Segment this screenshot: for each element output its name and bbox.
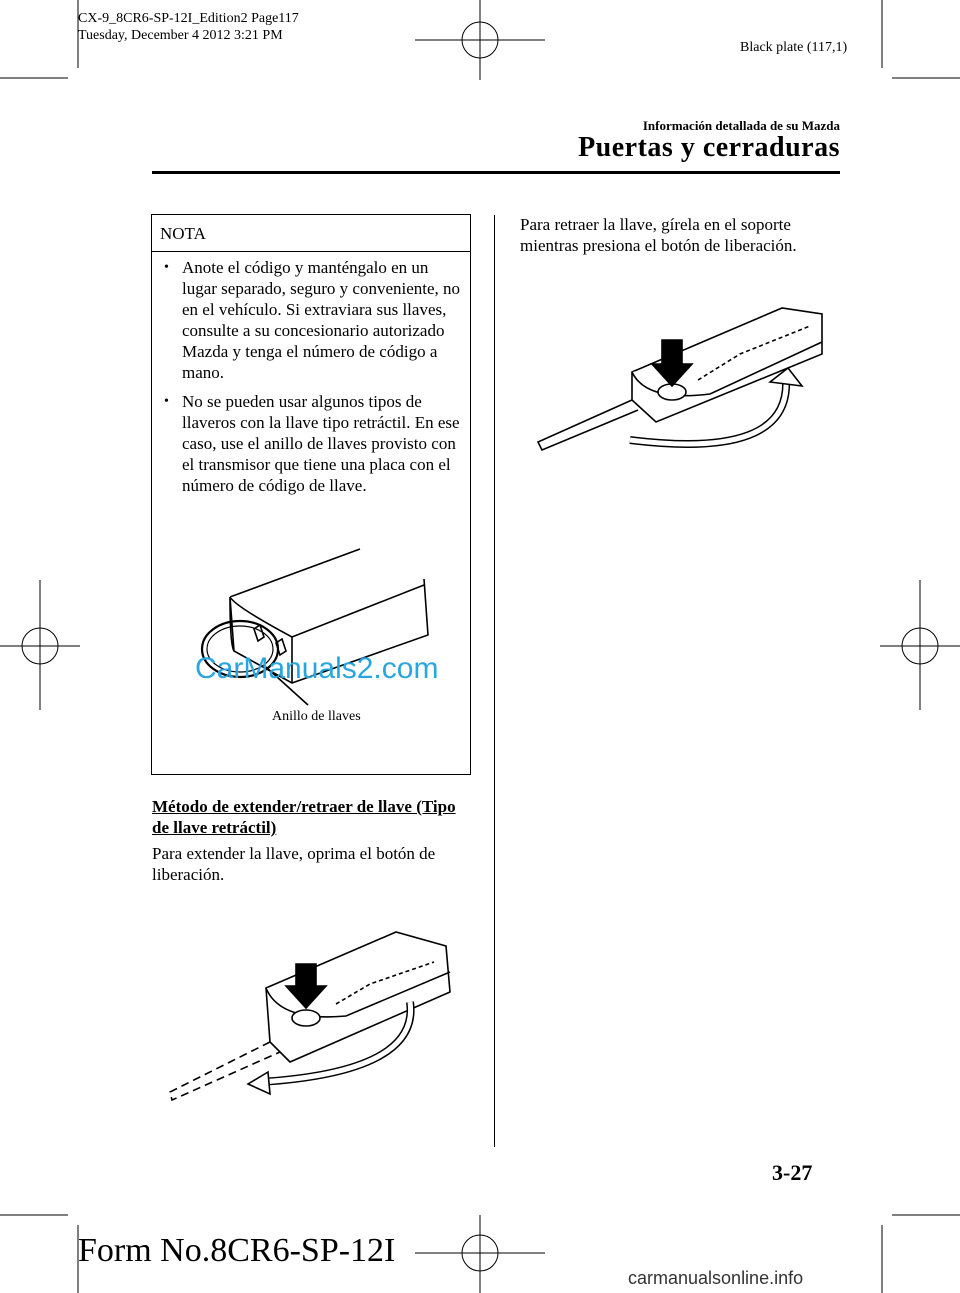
watermark: CarManuals2.com bbox=[195, 652, 439, 685]
form-number: Form No.8CR6-SP-12I bbox=[78, 1232, 396, 1269]
key-ring-label: Anillo de llaves bbox=[272, 709, 361, 724]
key-retract-illustration bbox=[520, 290, 840, 470]
header-rule bbox=[152, 171, 840, 174]
slug-line-2: Tuesday, December 4 2012 3:21 PM bbox=[78, 28, 283, 43]
key-extend-illustration bbox=[160, 922, 480, 1122]
note-bullet: • Anote el código y manténgalo en un lugar separado, seguro y conveniente, no en el vehículo. Si extraviara sus llaves, consulte a su concesionario autorizado Mazda y tenga el número de código a mano. bbox=[160, 257, 466, 383]
footer-site: carmanualsonline.info bbox=[628, 1268, 804, 1288]
key-ring-illustration bbox=[200, 545, 430, 715]
retract-instruction: Para retraer la llave, gírela en el soporte mientras presiona el botón de liberación. bbox=[520, 215, 797, 255]
note-bullet-list bbox=[160, 257, 466, 504]
method-heading: Método de extender/retraer de llave (Tipo de llave retráctil) bbox=[152, 797, 456, 837]
page-number: 3-27 bbox=[772, 1160, 813, 1185]
column-divider bbox=[494, 215, 495, 1147]
section-title: Puertas y cerraduras bbox=[578, 132, 840, 163]
slug-line-1: CX-9_8CR6-SP-12I_Edition2 Page117 bbox=[78, 11, 299, 26]
section-subtitle: Información detallada de su Mazda bbox=[642, 118, 840, 133]
note-heading: NOTA bbox=[160, 224, 206, 243]
extend-instruction: Para extender la llave, oprima el botón de liberación. bbox=[152, 844, 436, 884]
print-slug bbox=[78, 10, 299, 44]
plate-label: Black plate (117,1) bbox=[740, 40, 848, 55]
note-bullet: • No se pueden usar algunos tipos de llaveros con la llave tipo retráctil. En ese caso, use el anillo de llaves provisto con el transmisor que tiene una placa con el número de código de llave. bbox=[160, 391, 466, 496]
note-header bbox=[152, 215, 470, 252]
note-box bbox=[151, 214, 471, 775]
